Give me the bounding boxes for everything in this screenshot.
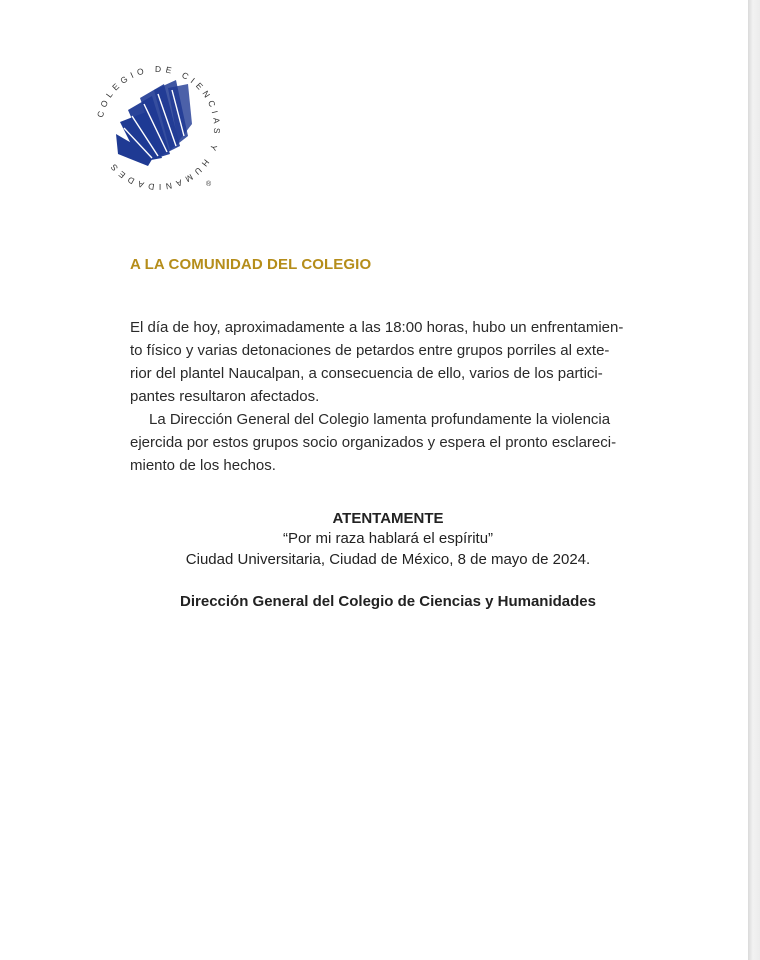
letter-heading: A LA COMUNIDAD DEL COLEGIO bbox=[130, 256, 372, 273]
sign-off: ATENTAMENTE bbox=[332, 510, 444, 527]
paragraph-1-line: rior del plantel Naucalpan, a consecuencia de ello, varios de los partici- bbox=[130, 365, 603, 382]
paragraph-2-line: ejercida por estos grupos socio organizados y espera el pronto esclareci- bbox=[130, 434, 617, 451]
letter-body bbox=[130, 316, 630, 477]
motto: “Por mi raza hablará el espíritu” bbox=[282, 530, 494, 547]
paragraph-2-line: La Dirección General del Colegio lamenta profundamente la violencia bbox=[149, 411, 611, 428]
letter-closing bbox=[130, 508, 646, 612]
paragraph-1-line: to físico y varias detonaciones de petardos entre grupos porriles al exte- bbox=[130, 342, 610, 359]
logo-ring-text: COLEGIO DE CIENCIAS Y HUMANIDADES bbox=[94, 63, 223, 193]
issuer-signature: Dirección General del Colegio de Ciencias y Humanidades bbox=[180, 593, 596, 610]
paragraph-1-line: pantes resultaron afectados. bbox=[130, 388, 320, 405]
page-edge-shadow bbox=[748, 0, 760, 960]
place-date: Ciudad Universitaria, Ciudad de México, 8 de mayo de 2024. bbox=[185, 551, 591, 568]
cch-logo bbox=[88, 58, 228, 198]
registered-mark: ® bbox=[206, 181, 212, 188]
paragraph-2-line: miento de los hechos. bbox=[130, 457, 276, 474]
paragraph-1-line: El día de hoy, aproximadamente a las 18:00 horas, hubo un enfrentamien- bbox=[130, 319, 624, 336]
